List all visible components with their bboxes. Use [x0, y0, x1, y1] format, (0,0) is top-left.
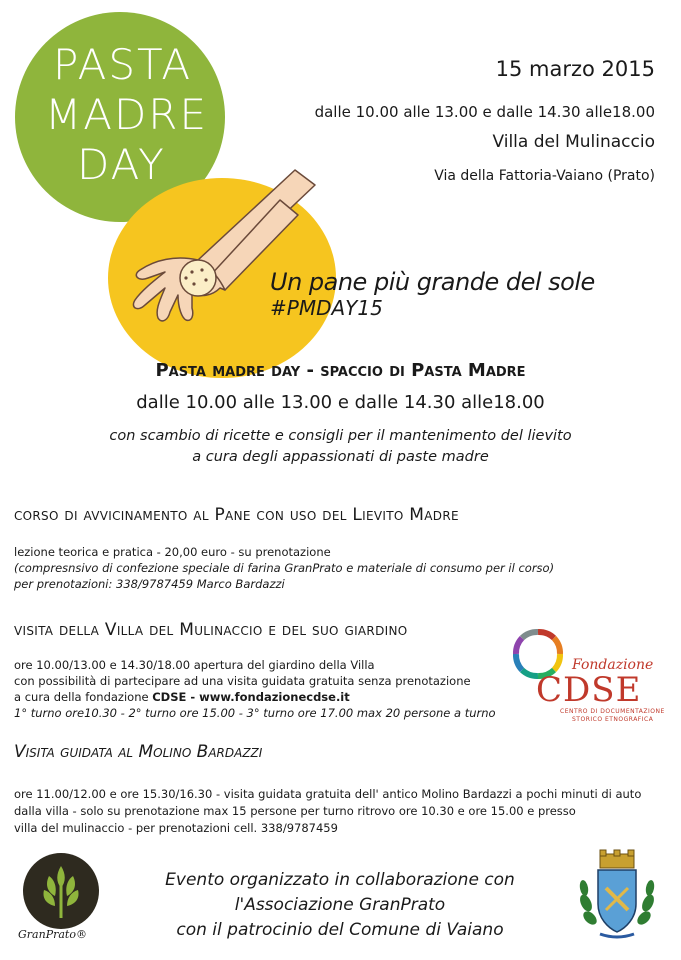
cdse-website-link[interactable]: CDSE - www.fondazionecdse.it	[152, 690, 350, 704]
comune-vaiano-crest-icon	[576, 848, 658, 942]
event-venue: Villa del Mulinaccio	[492, 132, 655, 152]
cdse-sub-1: CENTRO DI DOCUMENTAZIONE	[560, 708, 665, 715]
event-date: 15 marzo 2015	[495, 57, 655, 81]
event-hours: dalle 10.00 alle 13.00 e dalle 14.30 alle18.00	[314, 103, 655, 121]
molino-line-1: ore 11.00/12.00 e ore 15.30/16.30 - visita guidata gratuita dell' antico Molino Bardazzi a pochi minuti di auto	[14, 787, 642, 801]
cdse-fondazione: Fondazione	[572, 657, 654, 673]
visita-villa-title: visita della Villa del Mulinaccio e del suo giardino	[14, 620, 408, 640]
corso-line-1: lezione teorica e pratica - 20,00 euro - su prenotazione	[14, 545, 331, 559]
hashtag: #PMDAY15	[270, 296, 383, 320]
footer-line-1: Evento organizzato in collaborazione con	[165, 870, 515, 890]
cdse-name: CDSE	[536, 670, 642, 710]
corso-line-2: (compresnsivo di confezione speciale di farina GranPrato e materiale di consumo per il corso)	[14, 561, 555, 575]
visita-villa-line-1: ore 10.00/13.00 e 14.30/18.00 apertura del giardino della Villa	[14, 658, 375, 672]
granprato-logo-icon	[22, 852, 100, 930]
visita-villa-line-4: 1° turno ore10.30 - 2° turno ore 15.00 - 3° turno ore 17.00 max 20 persone a turno	[14, 706, 496, 720]
corso-title: corso di avvicinamento al Pane con uso del Lievito Madre	[14, 505, 459, 525]
logo-word-pasta: PASTA	[53, 40, 193, 89]
visita-villa-line-3-prefix: a cura della fondazione	[14, 690, 153, 704]
visita-villa-line-2: con possibilità di partecipare ad una visita guidata gratuita senza prenotazione	[14, 674, 471, 688]
cdse-sub-2: STORICO ETNOGRAFICA	[572, 716, 654, 723]
molino-line-3: villa del mulinaccio - per prenotazioni cell. 338/9787459	[14, 821, 338, 835]
spaccio-hours: dalle 10.00 alle 13.00 e dalle 14.30 alle18.00	[136, 392, 545, 413]
corso-line-3: per prenotazioni: 338/9787459 Marco Bardazzi	[14, 577, 285, 591]
molino-title: Visita guidata al Molino Bardazzi	[14, 742, 263, 762]
spaccio-desc-2: a cura degli appassionati di paste madre	[192, 449, 489, 465]
spaccio-desc-1: con scambio di ricette e consigli per il mantenimento del lievito	[109, 428, 572, 444]
footer-line-3: con il patrocinio del Comune di Vaiano	[176, 920, 504, 940]
spaccio-title: Pasta madre day - spaccio di Pasta Madre	[155, 360, 526, 381]
molino-line-2: dalla villa - solo su prenotazione max 15 persone per turno ritrovo ore 10.30 e ore 15.00 e presso	[14, 804, 576, 818]
tagline: Un pane più grande del sole	[270, 268, 595, 296]
visita-villa-line-3	[14, 690, 350, 705]
granprato-label: GranPrato®	[18, 928, 87, 941]
footer-line-2: l'Associazione GranPrato	[234, 895, 446, 915]
logo-word-day: DAY	[77, 140, 166, 189]
logo-word-madre: MADRE	[45, 90, 209, 139]
event-address: Via della Fattoria-Vaiano (Prato)	[434, 168, 655, 184]
